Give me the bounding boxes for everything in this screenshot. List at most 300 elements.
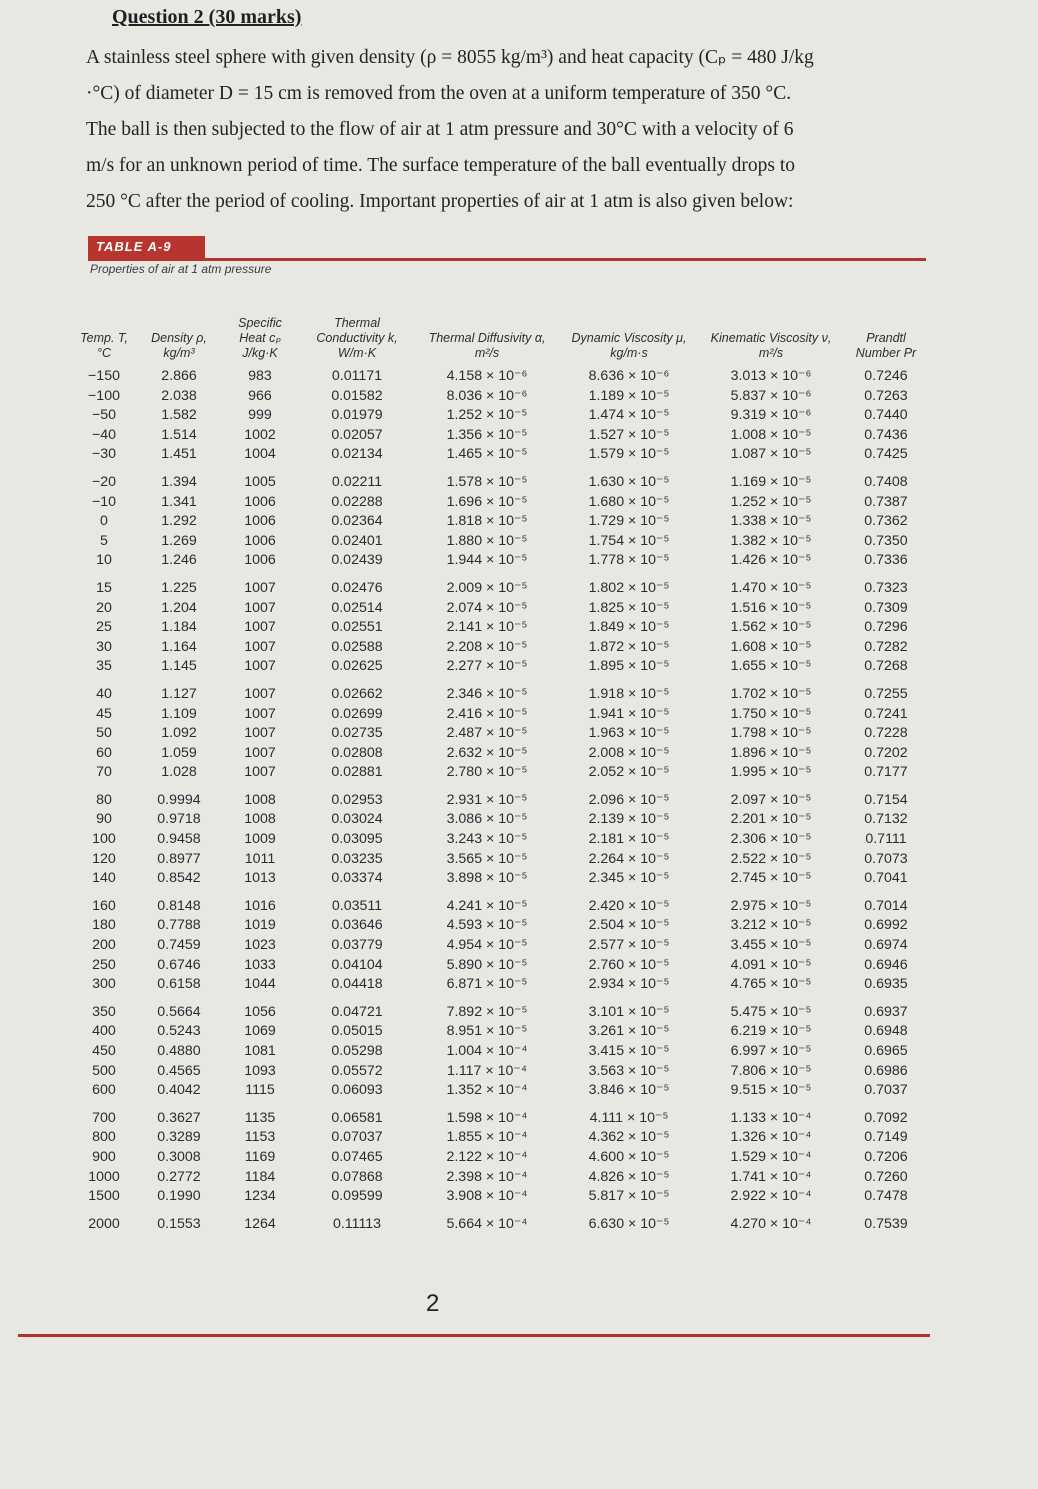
page-number: 2 [426, 1290, 440, 1317]
table-cell: 0.9994 [157, 791, 201, 808]
table-cell: 800 [92, 1129, 116, 1146]
table-cell: 1007 [244, 744, 276, 761]
table-cell: 0.02514 [331, 599, 383, 616]
table-cell: 1.352 × 10⁻⁴ [446, 1082, 528, 1099]
table-cell: 1.680 × 10⁻⁵ [588, 493, 670, 510]
table-cell: 1006 [244, 552, 276, 569]
question-text [86, 40, 991, 220]
air-properties-table-block [18, 236, 930, 1341]
table-cell: 1153 [244, 1129, 276, 1146]
table-row [72, 916, 930, 936]
table-row [72, 705, 930, 725]
table-row [72, 1022, 930, 1042]
table-cell: 2.632 × 10⁻⁵ [446, 744, 528, 761]
table-cell: 0.7425 [864, 446, 908, 463]
table-row [72, 869, 930, 889]
table-cell: 1.696 × 10⁻⁵ [446, 493, 528, 510]
table-row [72, 763, 930, 783]
table-cell: 1.092 [161, 725, 197, 742]
table-row [72, 512, 930, 532]
table-tag-rule [88, 258, 926, 261]
table-cell: 1.184 [161, 619, 197, 636]
table-cell: 1007 [244, 658, 276, 675]
table-cell: 0.7111 [865, 831, 907, 848]
table-cell: 0.02364 [331, 513, 383, 530]
table-cell: 140 [92, 870, 116, 887]
table-cell: 3.898 × 10⁻⁵ [446, 870, 528, 887]
table-cell: 5.664 × 10⁻⁴ [446, 1215, 528, 1232]
table-cell: 1.729 × 10⁻⁵ [588, 513, 670, 530]
table-cell: 0.02881 [331, 764, 383, 781]
table-cell: 0.6986 [864, 1062, 908, 1079]
table-row [72, 677, 930, 705]
table-cell: 8.951 × 10⁻⁵ [446, 1023, 528, 1040]
table-cell: 1016 [244, 897, 276, 914]
table-cell: 1.326 × 10⁻⁴ [730, 1129, 812, 1146]
table-cell: 0.03779 [331, 937, 383, 954]
table-cell: 0.7092 [864, 1109, 908, 1126]
table-cell: 0 [100, 513, 108, 530]
table-cell: 0.03511 [331, 897, 383, 914]
table-cell: 3.415 × 10⁻⁵ [588, 1043, 670, 1059]
table-cell: 0.7260 [864, 1168, 908, 1185]
table-cell: 1.465 × 10⁻⁵ [446, 446, 528, 463]
table-cell: 1007 [244, 764, 276, 781]
table-cell: 0.03374 [331, 870, 383, 887]
table-cell: 0.7073 [864, 850, 908, 867]
table-cell: 0.8977 [157, 850, 201, 867]
table-cell: 0.6974 [864, 937, 908, 954]
table-cell: 0.7255 [864, 685, 908, 702]
table-cell: 1.292 [161, 513, 197, 530]
table-cell: 0.02953 [331, 791, 383, 808]
table-row [72, 1128, 930, 1148]
table-cell: 0.7282 [864, 638, 908, 655]
table-cell: 4.091 × 10⁻⁵ [730, 956, 812, 973]
table-row [72, 445, 930, 465]
table-cell: 0.02808 [331, 744, 383, 761]
table-row [72, 465, 930, 493]
table-cell: 2.522 × 10⁻⁵ [730, 850, 812, 867]
table-cell: 0.7362 [864, 513, 908, 530]
table-cell: 0.02662 [331, 685, 383, 702]
table-cell: 0.01171 [331, 368, 383, 384]
table-row [72, 956, 930, 976]
table-cell: 1.004 × 10⁻⁴ [446, 1043, 528, 1059]
table-cell: 1.818 × 10⁻⁵ [446, 513, 528, 530]
table-cell: 1007 [244, 619, 276, 636]
table-cell: 1.338 × 10⁻⁵ [730, 513, 812, 530]
table-cell: 2.122 × 10⁻⁴ [446, 1148, 528, 1165]
table-cell: 5.817 × 10⁻⁵ [588, 1188, 670, 1205]
table-cell: 0.7241 [864, 705, 908, 722]
table-cell: 6.630 × 10⁻⁵ [588, 1215, 670, 1232]
table-cell: 0.05572 [331, 1062, 383, 1079]
table-cell: 0.02211 [331, 473, 383, 490]
table-cell: 1.059 [161, 744, 197, 761]
table-cell: 1234 [244, 1188, 276, 1205]
table-cell: 8.036 × 10⁻⁶ [446, 387, 528, 404]
table-cell: −150 [88, 368, 120, 384]
table-cell: 180 [92, 917, 116, 934]
table-cell: 0.6992 [864, 917, 908, 934]
table-cell: 1.655 × 10⁻⁵ [730, 658, 812, 675]
table-cell: 1.702 × 10⁻⁵ [730, 685, 812, 702]
table-cell: 1005 [244, 473, 276, 490]
table-cell: 0.7387 [864, 493, 908, 510]
table-cell: 9.319 × 10⁻⁶ [730, 407, 812, 424]
table-cell: 0.1553 [157, 1215, 201, 1232]
table-cell: 1006 [244, 532, 276, 549]
table-cell: 2.420 × 10⁻⁵ [588, 897, 670, 914]
table-cell: 983 [248, 368, 272, 384]
table-cell: 0.2772 [157, 1168, 201, 1185]
table-cell: −30 [91, 446, 117, 463]
table-cell: 1.895 × 10⁻⁵ [588, 658, 670, 675]
table-cell: 0.7309 [864, 599, 908, 616]
table-cell: 1.109 [161, 705, 197, 722]
table-cell: 40 [96, 685, 112, 702]
table-cell: 0.7440 [864, 407, 908, 424]
table-cell: 1.087 × 10⁻⁵ [730, 446, 812, 463]
table-cell: 6.997 × 10⁻⁵ [730, 1043, 812, 1059]
table-cell: 0.7788 [157, 917, 201, 934]
table-cell: 0.09599 [331, 1188, 383, 1205]
table-cell: 0.3289 [157, 1129, 201, 1146]
table-cell: 0.7177 [864, 764, 908, 781]
table-cell: 0.03024 [331, 811, 383, 828]
table-cell: 0.03095 [331, 831, 383, 848]
table-cell: 1006 [244, 513, 276, 530]
table-cell: 1.880 × 10⁻⁵ [446, 532, 528, 549]
table-cell: 0.02735 [331, 725, 383, 742]
table-cell: 8.636 × 10⁻⁶ [588, 368, 670, 384]
table-cell: 4.826 × 10⁻⁵ [588, 1168, 670, 1185]
table-cell: 1011 [244, 850, 276, 867]
table-cell: 1.963 × 10⁻⁵ [588, 725, 670, 742]
table-cell: 1.798 × 10⁻⁵ [730, 725, 812, 742]
table-cell: 6.219 × 10⁻⁵ [730, 1023, 812, 1040]
table-cell: 1006 [244, 493, 276, 510]
table-row [72, 657, 930, 677]
table-cell: 1007 [244, 638, 276, 655]
table-cell: 3.013 × 10⁻⁶ [730, 368, 812, 384]
table-cell: 1.451 [161, 446, 197, 463]
table-cell: 1008 [244, 811, 276, 828]
table-cell: 1.133 × 10⁻⁴ [730, 1109, 812, 1126]
table-row [72, 1187, 930, 1207]
table-cell: 2.345 × 10⁻⁵ [588, 870, 670, 887]
table-cell: 3.846 × 10⁻⁵ [588, 1082, 670, 1099]
table-row [72, 975, 930, 995]
column-header: Density ρ, kg/m³ [151, 331, 207, 360]
table-cell: 1.341 [161, 493, 197, 510]
table-row [72, 406, 930, 426]
table-cell: 0.7246 [864, 368, 908, 384]
table-cell: 1002 [244, 426, 276, 443]
table-cell: 1007 [244, 705, 276, 722]
table-cell: 1023 [244, 937, 276, 954]
column-header: Specific Heat cₚ J/kg·K [238, 316, 282, 360]
table-row [72, 744, 930, 764]
table-cell: 1.825 × 10⁻⁵ [588, 599, 670, 616]
table-cell: 4.270 × 10⁻⁴ [730, 1215, 812, 1232]
table-cell: 45 [96, 705, 112, 722]
table-cell: 0.7268 [864, 658, 908, 675]
table-cell: 0.6158 [157, 976, 201, 993]
table-cell: 1.562 × 10⁻⁵ [730, 619, 812, 636]
table-cell: 600 [92, 1082, 116, 1099]
table-cell: −20 [91, 473, 117, 490]
table-cell: 0.7459 [157, 937, 201, 954]
table-cell: 1.008 × 10⁻⁵ [730, 426, 812, 443]
table-cell: 2.398 × 10⁻⁴ [446, 1168, 528, 1185]
table-cell: 1.608 × 10⁻⁵ [730, 638, 812, 655]
table-cell: 0.9718 [157, 811, 201, 828]
table-cell: 0.02439 [331, 552, 383, 569]
table-cell: 0.9458 [157, 831, 201, 848]
table-cell: 0.06581 [331, 1109, 383, 1126]
table-cell: 0.7228 [864, 725, 908, 742]
table-cell: 2.760 × 10⁻⁵ [588, 956, 670, 973]
question-line: A stainless steel sphere with given density (ρ = 8055 kg/m³) and heat capacity (Cₚ = 480 J/kg [86, 47, 814, 68]
table-cell: 0.7539 [864, 1215, 908, 1232]
table-cell: 60 [96, 744, 112, 761]
table-cell: 3.261 × 10⁻⁵ [588, 1023, 670, 1040]
table-cell: 0.7408 [864, 473, 908, 490]
table-cell: 900 [92, 1148, 116, 1165]
table-cell: 0.7132 [864, 811, 908, 828]
table-cell: 0.1990 [157, 1188, 201, 1205]
table-subtitle: Properties of air at 1 atm pressure [90, 262, 272, 276]
table-cell: −10 [91, 493, 117, 510]
table-cell: 2.416 × 10⁻⁵ [446, 705, 528, 722]
table-cell: 0.5243 [157, 1023, 201, 1040]
column-header: Temp. T, °C [80, 331, 128, 360]
table-cell: 0.02625 [331, 658, 383, 675]
table-cell: 2.922 × 10⁻⁴ [730, 1188, 812, 1205]
table-cell: 120 [92, 850, 116, 867]
table-cell: 1.529 × 10⁻⁴ [730, 1148, 812, 1165]
table-cell: 0.7323 [864, 579, 908, 596]
table-cell: 1.941 × 10⁻⁵ [588, 705, 670, 722]
table-cell: 1.269 [161, 532, 197, 549]
table-cell: 0.02551 [331, 619, 383, 636]
table-cell: 2.074 × 10⁻⁵ [446, 599, 528, 616]
table-cell: 0.7336 [864, 552, 908, 569]
table-cell: 5.475 × 10⁻⁵ [730, 1003, 812, 1020]
table-cell: 1135 [244, 1109, 276, 1126]
table-cell: 200 [92, 937, 116, 954]
table-cell: 1.918 × 10⁻⁵ [588, 685, 670, 702]
table-cell: 1.802 × 10⁻⁵ [588, 579, 670, 596]
table-cell: 1264 [244, 1215, 276, 1232]
table-cell: 1007 [244, 685, 276, 702]
table-bottom-rule [18, 1334, 930, 1337]
table-cell: 3.212 × 10⁻⁵ [730, 917, 812, 934]
table-cell: 2.934 × 10⁻⁵ [588, 976, 670, 993]
table-cell: 4.111 × 10⁻⁵ [589, 1109, 669, 1126]
table-cell: 2.931 × 10⁻⁵ [446, 791, 528, 808]
table-cell: 2.866 [161, 368, 197, 384]
table-cell: 0.05015 [331, 1023, 383, 1040]
table-cell: 0.6935 [864, 976, 908, 993]
table-cell: 2.201 × 10⁻⁵ [730, 811, 812, 828]
table-cell: 0.6948 [864, 1023, 908, 1040]
table-cell: 1.741 × 10⁻⁴ [730, 1168, 812, 1185]
table-cell: 7.806 × 10⁻⁵ [730, 1062, 812, 1079]
table-cell: 0.01979 [331, 407, 383, 424]
table-cell: 3.455 × 10⁻⁵ [730, 937, 812, 954]
table-cell: 0.8542 [157, 870, 201, 887]
table-cell: 0.7154 [864, 791, 908, 808]
table-cell: 1.394 [161, 473, 197, 490]
table-cell: 1.028 [161, 764, 197, 781]
column-header: Kinematic Viscosity ν, m²/s [710, 331, 832, 360]
table-cell: 1.995 × 10⁻⁵ [730, 764, 812, 781]
table-cell: 50 [96, 725, 112, 742]
table-cell: 10 [96, 552, 112, 569]
table-cell: 1.778 × 10⁻⁵ [588, 552, 670, 569]
table-cell: −100 [88, 387, 120, 404]
table-row [72, 426, 930, 446]
table-cell: 0.4565 [157, 1062, 201, 1079]
table-cell: 350 [92, 1003, 116, 1020]
table-cell: 1007 [244, 599, 276, 616]
question-line: ·°C) of diameter D = 15 cm is removed from the oven at a uniform temperature of 350 °C. [86, 83, 792, 104]
table-row [72, 724, 930, 744]
table-cell: 1081 [244, 1043, 276, 1059]
table-cell: 7.892 × 10⁻⁵ [446, 1003, 528, 1020]
table-cell: 2.052 × 10⁻⁵ [588, 764, 670, 781]
table-cell: 0.02699 [331, 705, 383, 722]
table-cell: 1004 [244, 446, 276, 463]
table-cell: 1.527 × 10⁻⁵ [588, 426, 670, 443]
table-cell: 4.765 × 10⁻⁵ [730, 976, 812, 993]
table-cell: 4.158 × 10⁻⁶ [446, 368, 528, 384]
table-cell: 0.11113 [332, 1215, 382, 1232]
table-cell: 1007 [244, 725, 276, 742]
table-cell: 1.426 × 10⁻⁵ [730, 552, 812, 569]
table-cell: 4.593 × 10⁻⁵ [446, 917, 528, 934]
table-cell: 300 [92, 976, 116, 993]
table-cell: 2.009 × 10⁻⁵ [446, 579, 528, 596]
table-cell: 1.849 × 10⁻⁵ [588, 619, 670, 636]
table-cell: 0.6746 [157, 956, 201, 973]
table-cell: 0.7149 [864, 1129, 908, 1146]
table-cell: 0.05298 [331, 1043, 383, 1059]
table-cell: 999 [248, 407, 272, 424]
table-cell: 1069 [244, 1023, 276, 1040]
table-cell: 1.470 × 10⁻⁵ [730, 579, 812, 596]
table-cell: 0.07037 [331, 1129, 383, 1146]
table-cell: 1.514 [161, 426, 197, 443]
question-line: m/s for an unknown period of time. The surface temperature of the ball eventually drops to [86, 155, 796, 176]
table-cell: 1033 [244, 956, 276, 973]
table-row [72, 599, 930, 619]
table-cell: 9.515 × 10⁻⁵ [730, 1082, 812, 1099]
table-cell: 2.504 × 10⁻⁵ [588, 917, 670, 934]
table-cell: 1.382 × 10⁻⁵ [730, 532, 812, 549]
table-row [72, 1168, 930, 1188]
table-cell: 1.754 × 10⁻⁵ [588, 532, 670, 549]
table-cell: 3.101 × 10⁻⁵ [588, 1003, 670, 1020]
table-cell: 2.097 × 10⁻⁵ [730, 791, 812, 808]
table-cell: 0.7263 [864, 387, 908, 404]
table-cell: 1.578 × 10⁻⁵ [446, 473, 528, 490]
table-cell: 2000 [88, 1215, 120, 1232]
table-row [72, 638, 930, 658]
table-cell: 1.896 × 10⁻⁵ [730, 744, 812, 761]
table-cell: 1.582 [161, 407, 197, 424]
table-cell: 4.362 × 10⁻⁵ [588, 1129, 670, 1146]
table-tag: TABLE A-9 [88, 236, 205, 258]
table-cell: 1.474 × 10⁻⁵ [588, 407, 670, 424]
table-cell: 25 [96, 619, 112, 636]
table-cell: 6.871 × 10⁻⁵ [446, 976, 528, 993]
table-cell: 1056 [244, 1003, 276, 1020]
table-cell: 2.208 × 10⁻⁵ [446, 638, 528, 655]
table-cell: 1.117 × 10⁻⁴ [447, 1062, 527, 1079]
table-cell: 15 [96, 579, 112, 596]
table-cell: 1.516 × 10⁻⁵ [730, 599, 812, 616]
table-cell: 0.6965 [864, 1043, 908, 1059]
table-cell: 4.954 × 10⁻⁵ [446, 937, 528, 954]
table-cell: 0.7206 [864, 1148, 908, 1165]
table-cell: 1.246 [161, 552, 197, 569]
table-cell: 80 [96, 791, 112, 808]
table-cell: 0.7014 [864, 897, 908, 914]
table-cell: 3.565 × 10⁻⁵ [446, 850, 528, 867]
table-cell: 0.04721 [331, 1003, 383, 1020]
table-cell: 0.02401 [331, 532, 383, 549]
column-header: Prandtl Number Pr [855, 331, 917, 360]
table-row [72, 783, 930, 811]
table-cell: 5 [100, 532, 108, 549]
table-cell: 1.225 [161, 579, 197, 596]
table-row [72, 889, 930, 917]
table-cell: 2.096 × 10⁻⁵ [588, 791, 670, 808]
table-cell: 1.356 × 10⁻⁵ [446, 426, 528, 443]
table-cell: 3.243 × 10⁻⁵ [446, 831, 528, 848]
table-cell: 3.563 × 10⁻⁵ [588, 1062, 670, 1079]
table-cell: 0.01582 [331, 387, 383, 404]
table-cell: 0.02476 [331, 579, 383, 596]
table-cell: 700 [92, 1109, 116, 1126]
table-cell: 0.7202 [864, 744, 908, 761]
table-row [72, 387, 930, 407]
table-cell: 0.7436 [864, 426, 908, 443]
table-cell: 400 [92, 1023, 116, 1040]
column-header: Thermal Diffusivity α, m²/s [428, 331, 546, 360]
table-cell: 2.181 × 10⁻⁵ [588, 831, 670, 848]
table-row [72, 493, 930, 513]
air-properties-table [72, 316, 930, 1234]
table-cell: 4.600 × 10⁻⁵ [588, 1148, 670, 1165]
table-row [72, 1148, 930, 1168]
table-cell: 0.7296 [864, 619, 908, 636]
table-cell: 1.189 × 10⁻⁵ [588, 387, 670, 404]
table-body [72, 367, 930, 1234]
table-cell: 1.145 [161, 658, 197, 675]
table-cell: 0.5664 [157, 1003, 201, 1020]
table-cell: 90 [96, 811, 112, 828]
table-cell: 0.4880 [157, 1043, 201, 1059]
table-cell: 35 [96, 658, 112, 675]
table-row [72, 830, 930, 850]
table-cell: 30 [96, 638, 112, 655]
table-row [72, 1081, 930, 1101]
